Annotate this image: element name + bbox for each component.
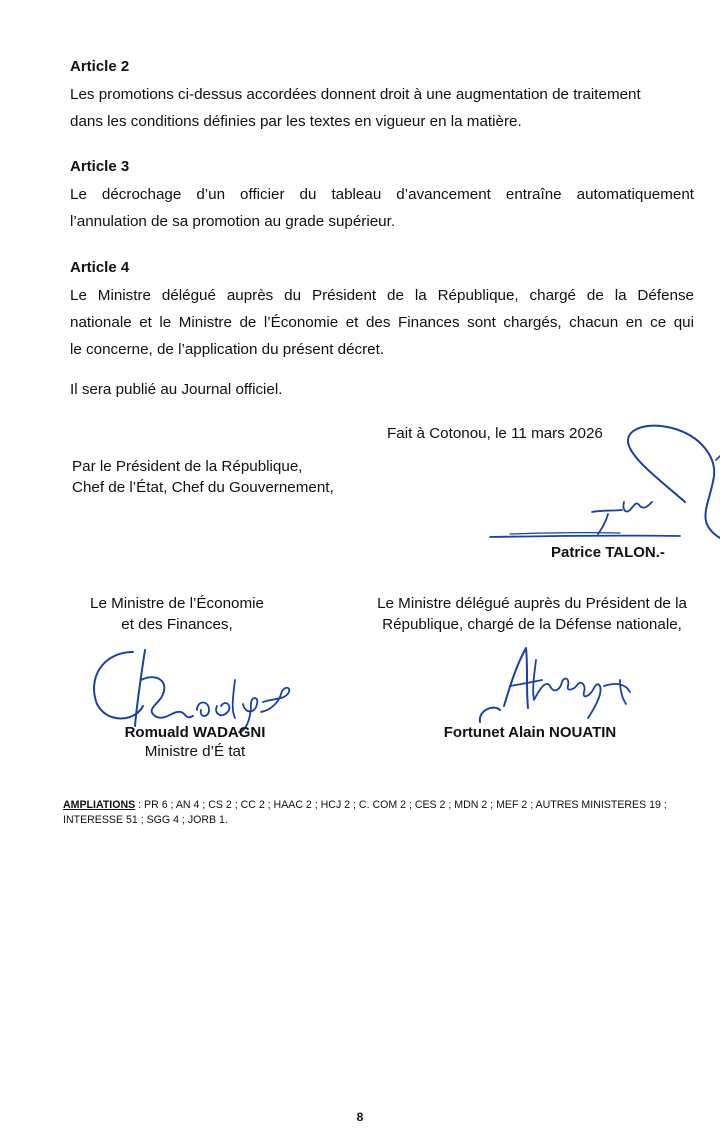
article-2-heading: Article 2: [70, 58, 130, 75]
article-4-line-1: Le Ministre délégué auprès du Président de la République, chargé de la Défense: [70, 287, 694, 304]
article-4-body: [70, 282, 694, 363]
article-2-line-1: Les promotions ci-dessus accordées donnent droit à une augmentation de traitement: [70, 86, 641, 103]
minister-economy-block: [62, 593, 292, 635]
page-number: 8: [356, 1110, 364, 1124]
minister-defense-block: [352, 593, 712, 635]
minister-defense-name: Fortunet Alain NOUATIN: [443, 724, 617, 741]
minister-defense-line-1: Le Ministre délégué auprès du Président de la: [377, 595, 687, 612]
article-4-line-3: le concerne, de l’application du présent décret.: [70, 341, 385, 358]
article-3-line-2: l’annulation de sa promotion au grade supérieur.: [70, 213, 396, 230]
president-block: [72, 456, 334, 498]
article-4-line-2: nationale et le Ministre de l’Économie et des Finances sont chargés, chacun en ce qui: [70, 314, 694, 331]
article-2-line-2: dans les conditions définies par les textes en vigueur en la matière.: [70, 113, 522, 130]
article-3-heading: Article 3: [70, 158, 130, 175]
place-date: Fait à Cotonou, le 11 mars 2026: [387, 425, 603, 442]
minister-defense-signature: [470, 640, 650, 730]
ampliations-label: AMPLIATIONS: [63, 799, 136, 811]
minister-economy-line-1: Le Ministre de l’Économie: [90, 595, 264, 612]
article-4-heading: Article 4: [70, 259, 130, 276]
article-3-line-1: Le décrochage d’un officier du tableau d’avancement entraîne automatiquement: [70, 186, 694, 203]
article-3-body: [70, 181, 694, 235]
publication-note: Il sera publié au Journal officiel.: [70, 381, 283, 398]
president-name: Patrice TALON.-: [551, 544, 665, 561]
president-line-1: Par le Président de la République,: [72, 458, 303, 475]
ampliations: [63, 798, 703, 828]
president-line-2: Chef de l’État, Chef du Gouvernement,: [72, 479, 334, 496]
ampliations-line-1: [63, 798, 703, 813]
minister-defense-line-2: République, chargé de la Défense nationale,: [382, 616, 682, 633]
ampliations-line-2: INTERESSE 51 ; SGG 4 ; JORB 1.: [63, 814, 228, 826]
ampliations-text-1: : PR 6 ; AN 4 ; CS 2 ; CC 2 ; HAAC 2 ; HCJ 2 ; C. COM 2 ; CES 2 ; MDN 2 ; MEF 2 ; AUTRES MINISTERES 19 ;: [135, 799, 667, 811]
minister-economy-title: Ministre d’É tat: [144, 743, 246, 760]
minister-economy-line-2: et des Finances,: [121, 616, 233, 633]
article-2-body: [70, 81, 694, 135]
minister-economy-name: Romuald WADAGNI: [124, 724, 266, 741]
